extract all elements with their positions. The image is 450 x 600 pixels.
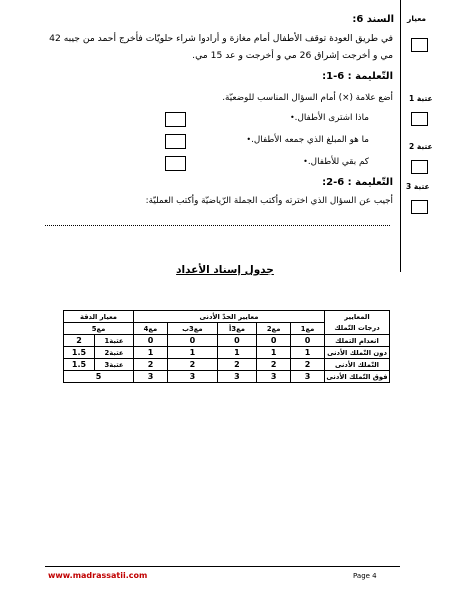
sanad-title: السند 6: (352, 14, 394, 25)
side-checkbox-threshold-3[interactable] (411, 200, 428, 214)
level-label: دون التّملك الأدنى (325, 347, 390, 359)
cell-value: 0 (257, 335, 291, 347)
cell-value: 0 (217, 335, 256, 347)
table-row (64, 347, 390, 359)
option-3-checkbox[interactable] (165, 156, 186, 171)
cell-value: 1 (217, 347, 256, 359)
cell-value: 1 (167, 347, 217, 359)
cell-value: 0 (167, 335, 217, 347)
answer-line[interactable] (45, 225, 390, 226)
task2-title: التّعليمة : 6-2: (322, 177, 393, 188)
cell-value: 3 (257, 371, 291, 383)
cell-value: 3 (134, 371, 168, 383)
sanad-paragraph: في طريق العودة توقف الأطفال أمام مغازة و أرادوا شراء حلويّات فأخرج أحمد من جيبه 42 مي و أخرجت إشراق 26 مي و أخرجت و عد 15 مي. (49, 33, 393, 61)
option-2-label: ما هو المبلغ الذي جمعه الأطفال. (251, 135, 369, 145)
option-1 (286, 113, 369, 123)
criterion-3b: مع3ب (167, 323, 217, 335)
option-3-label: كم بقي للأطفال. (307, 157, 369, 167)
bullet-icon: • (303, 157, 308, 166)
quality-label: عتبة3 (95, 359, 134, 371)
page-number: Page 4 (353, 572, 377, 580)
task2-instruction: أجيب عن السؤال الذي اخترته وأكتب الجملة الرّياضيّة وأكتب العمليّة: (145, 196, 393, 206)
side-checkbox-threshold-1[interactable] (411, 112, 428, 126)
task1-title: التّعليمة : 6-1: (322, 71, 393, 82)
cell-value: 2 (134, 359, 168, 371)
cell-value: 0 (134, 335, 168, 347)
cell-value: 3 (217, 371, 256, 383)
quality-label: عتبة2 (95, 347, 134, 359)
header-criteria: المعايير (325, 311, 390, 323)
criterion-4: مع4 (134, 323, 168, 335)
option-2-checkbox[interactable] (165, 134, 186, 149)
option-2 (242, 135, 369, 145)
bullet-icon: • (246, 135, 252, 144)
level-label: انعدام التملك (325, 335, 390, 347)
cell-value: 2 (167, 359, 217, 371)
task1-instruction: أضع علامة (×) أمام السؤال المناسب للوضعيّة. (222, 93, 393, 103)
bullet-icon: • (289, 113, 295, 122)
quality-value: 5 (64, 371, 134, 383)
footer-url[interactable]: www.madrassatii.com (48, 571, 148, 580)
quality-value: 1.5 (64, 347, 95, 359)
side-label-threshold-3: عتبة 3 (406, 182, 430, 191)
quality-value: 2 (64, 335, 95, 347)
side-label-criterion: معيار (407, 14, 427, 23)
cell-value: 0 (291, 335, 325, 347)
criterion-3a: مع3أ (217, 323, 256, 335)
cell-value: 3 (167, 371, 217, 383)
side-checkbox-criterion[interactable] (411, 38, 428, 52)
cell-value: 1 (257, 347, 291, 359)
grading-table (63, 310, 390, 383)
criterion-2: مع2 (257, 323, 291, 335)
table-row (64, 359, 390, 371)
side-label-threshold-1: عتبة 1 (409, 94, 433, 103)
cell-value: 1 (134, 347, 168, 359)
cell-value: 3 (291, 371, 325, 383)
level-label: التّملك الأدنى (325, 359, 390, 371)
option-3 (299, 157, 369, 167)
side-label-threshold-2: عتبة 2 (409, 142, 433, 151)
criterion-1: مع1 (291, 323, 325, 335)
option-1-label: ماذا اشترى الأطفال. (294, 113, 369, 123)
table-row (64, 371, 390, 383)
quality-label: عتبة1 (95, 335, 134, 347)
footer-divider (45, 566, 400, 567)
header-min-criteria: معايير الحدّ الأدنى (134, 311, 325, 323)
header-quality: معيار الدقة (64, 311, 134, 323)
table-row (64, 335, 390, 347)
cell-value: 2 (217, 359, 256, 371)
cell-value: 2 (291, 359, 325, 371)
quality-value: 1.5 (64, 359, 95, 371)
side-checkbox-threshold-2[interactable] (411, 160, 428, 174)
option-1-checkbox[interactable] (165, 112, 186, 127)
cell-value: 1 (291, 347, 325, 359)
header-levels: درجات التّملك (325, 323, 390, 335)
table-title: جدول إسناد الأعداد (176, 264, 274, 276)
cell-value: 2 (257, 359, 291, 371)
level-label: فوق التّملك الأدنى (326, 372, 388, 381)
margin-divider (400, 0, 401, 272)
criterion-5: مع5 (64, 323, 134, 335)
